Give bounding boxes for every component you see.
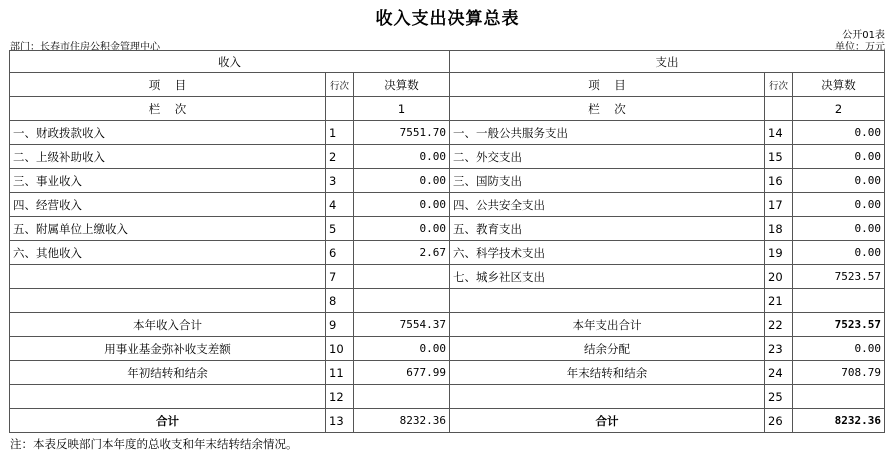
- expense-row-number: 23: [765, 337, 793, 361]
- footnote: 注：本表反映部门本年度的总收支和年末结转结余情况。: [10, 437, 298, 451]
- expense-ending-amount: 708.79: [793, 361, 885, 385]
- department-label: 部门：长春市住房公积金管理中心: [10, 42, 160, 53]
- income-item: 一、财政拨款收入: [10, 121, 326, 145]
- expense-ending-label: 年末结转和结余: [450, 361, 765, 385]
- expense-row-number: 15: [765, 145, 793, 169]
- income-row-number: 12: [326, 385, 354, 409]
- income-rowno-header: 行次: [326, 73, 354, 97]
- expense-item: 五、教育支出: [450, 217, 765, 241]
- expense-amount: 0.00: [793, 169, 885, 193]
- income-amount: [354, 385, 450, 409]
- expense-item: 三、国防支出: [450, 169, 765, 193]
- report-title: 收入支出决算总表: [375, 9, 520, 29]
- income-amount: 2.67: [354, 241, 450, 265]
- expense-item-header: 项 目: [450, 73, 765, 97]
- table-row: [10, 217, 885, 241]
- income-row-number: 5: [326, 217, 354, 241]
- expense-item: 七、城乡社区支出: [450, 265, 765, 289]
- expense-item: 二、外交支出: [450, 145, 765, 169]
- expense-row-number: 18: [765, 217, 793, 241]
- expense-grand-total-label: 合计: [450, 409, 765, 433]
- blank-row: [10, 385, 885, 409]
- grand-total-row: [10, 409, 885, 433]
- expense-total-label: 本年支出合计: [450, 313, 765, 337]
- income-grand-total-label: 合计: [10, 409, 326, 433]
- income-row-number: 8: [326, 289, 354, 313]
- income-row-number: 1: [326, 121, 354, 145]
- income-item: 五、附属单位上缴收入: [10, 217, 326, 241]
- expense-amount: 0.00: [793, 217, 885, 241]
- expense-section-header: 支出: [450, 51, 885, 73]
- table-row: [10, 121, 885, 145]
- income-row-number: 9: [326, 313, 354, 337]
- income-item: 四、经营收入: [10, 193, 326, 217]
- expense-amount: 0.00: [793, 145, 885, 169]
- income-fund-label: 用事业基金弥补收支差额: [10, 337, 326, 361]
- table-row: [10, 193, 885, 217]
- expense-grand-total-amount: 8232.36: [793, 409, 885, 433]
- expense-item: 六、科学技术支出: [450, 241, 765, 265]
- expense-amount: 7523.57: [793, 265, 885, 289]
- expense-row-number: 25: [765, 385, 793, 409]
- income-fund-amount: 0.00: [354, 337, 450, 361]
- income-grand-total-amount: 8232.36: [354, 409, 450, 433]
- income-row-number: 2: [326, 145, 354, 169]
- income-amount: 0.00: [354, 193, 450, 217]
- income-item: 六、其他收入: [10, 241, 326, 265]
- income-item-header: 项 目: [10, 73, 326, 97]
- income-row-number: 3: [326, 169, 354, 193]
- income-amount: 7551.70: [354, 121, 450, 145]
- income-row-number: 10: [326, 337, 354, 361]
- income-item: 二、上级补助收入: [10, 145, 326, 169]
- income-item: 三、事业收入: [10, 169, 326, 193]
- income-beginning-label: 年初结转和结余: [10, 361, 326, 385]
- expense-row-number: 19: [765, 241, 793, 265]
- expense-column-label: 栏 次: [450, 97, 765, 121]
- table-row: [10, 145, 885, 169]
- income-amount: 0.00: [354, 145, 450, 169]
- expense-row-number: 16: [765, 169, 793, 193]
- income-row-number: 4: [326, 193, 354, 217]
- income-amount: 0.00: [354, 217, 450, 241]
- carryover-row: [10, 361, 885, 385]
- income-column-label: 栏 次: [10, 97, 326, 121]
- expense-amount: 0.00: [793, 193, 885, 217]
- income-section-header: 收入: [10, 51, 450, 73]
- table-row: [10, 289, 885, 313]
- income-amount-header: 决算数: [354, 73, 450, 97]
- expense-item: 一、一般公共服务支出: [450, 121, 765, 145]
- expense-distribution-amount: 0.00: [793, 337, 885, 361]
- expense-row-number: 14: [765, 121, 793, 145]
- expense-row-number: 21: [765, 289, 793, 313]
- expense-row-number: 24: [765, 361, 793, 385]
- income-amount: [354, 289, 450, 313]
- income-row-number: 11: [326, 361, 354, 385]
- table-row: [10, 169, 885, 193]
- income-amount: [354, 265, 450, 289]
- expense-row-number: 20: [765, 265, 793, 289]
- expense-amount: [793, 385, 885, 409]
- expense-distribution-label: 结余分配: [450, 337, 765, 361]
- income-column-number: 1: [354, 97, 450, 121]
- expense-total-amount: 7523.57: [793, 313, 885, 337]
- expense-column-blank: [765, 97, 793, 121]
- table-row: [10, 265, 885, 289]
- expense-item: [450, 385, 765, 409]
- expense-item: 四、公共安全支出: [450, 193, 765, 217]
- income-row-number: 6: [326, 241, 354, 265]
- expense-row-number: 17: [765, 193, 793, 217]
- income-total-amount: 7554.37: [354, 313, 450, 337]
- expense-rowno-header: 行次: [765, 73, 793, 97]
- expense-item: [450, 289, 765, 313]
- expense-row-number: 26: [765, 409, 793, 433]
- income-item: [10, 265, 326, 289]
- income-item: [10, 289, 326, 313]
- income-row-number: 13: [326, 409, 354, 433]
- expense-amount-header: 决算数: [793, 73, 885, 97]
- expense-amount: [793, 289, 885, 313]
- expense-row-number: 22: [765, 313, 793, 337]
- annual-total-row: [10, 313, 885, 337]
- income-amount: 0.00: [354, 169, 450, 193]
- expense-amount: 0.00: [793, 121, 885, 145]
- expense-column-number: 2: [793, 97, 885, 121]
- unit-label: 单位：万元: [835, 42, 885, 53]
- income-row-number: 7: [326, 265, 354, 289]
- income-item: [10, 385, 326, 409]
- income-total-label: 本年收入合计: [10, 313, 326, 337]
- income-column-blank: [326, 97, 354, 121]
- income-expense-table: [9, 50, 885, 433]
- table-row: [10, 241, 885, 265]
- income-beginning-amount: 677.99: [354, 361, 450, 385]
- form-number: 公开01表: [842, 30, 885, 41]
- expense-amount: 0.00: [793, 241, 885, 265]
- fund-row: [10, 337, 885, 361]
